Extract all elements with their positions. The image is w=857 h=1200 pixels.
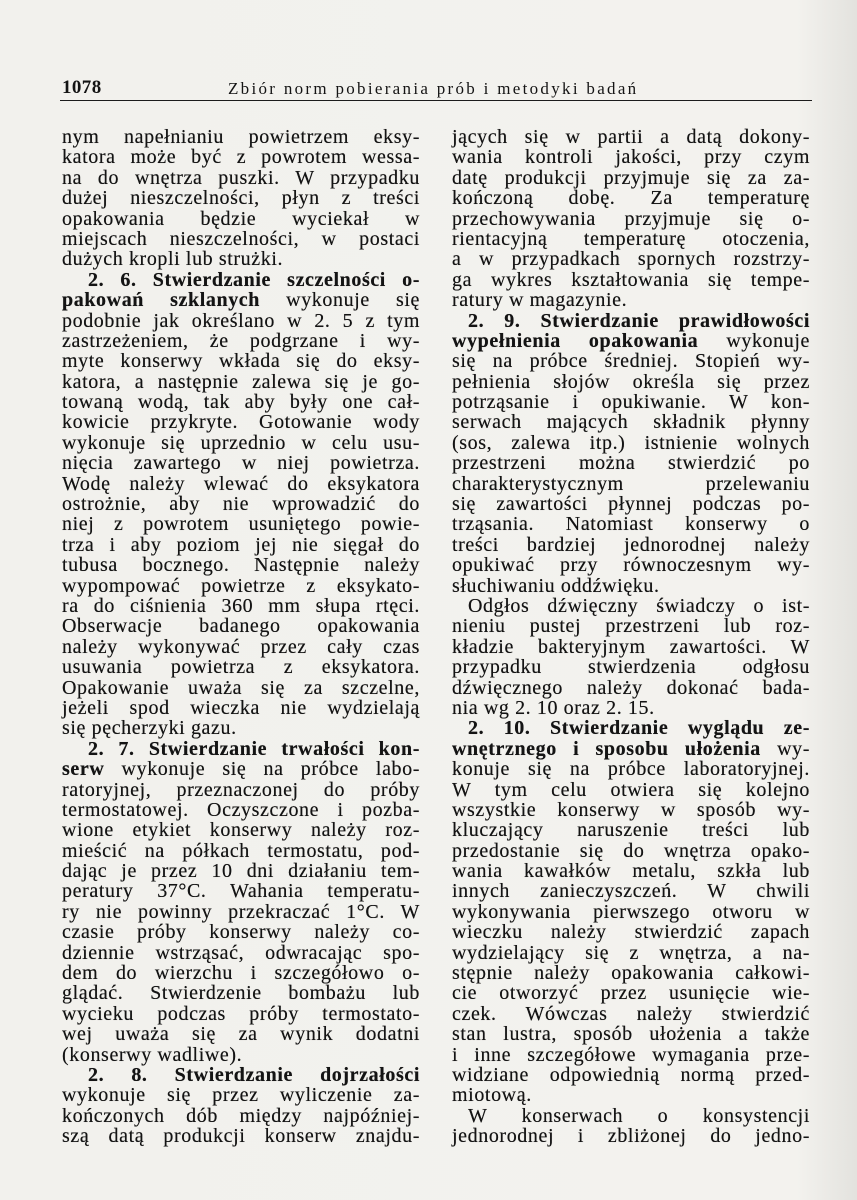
section-heading-2-7: 2. 7. Stwierdzanie trwałości kon-: [88, 737, 420, 760]
section-heading-2-8: 2. 8. Stwierdzanie dojrzałości: [88, 1063, 420, 1086]
text-line: treści bardziej jednorodnej należy: [452, 533, 810, 556]
text-line: katora może być z powrotem wessa-: [62, 146, 420, 169]
text-line: trząsania. Natomiast konserwy o: [452, 513, 810, 536]
section-heading-continuation: wnętrznego i sposobu ułożenia: [452, 737, 761, 760]
text-line: towaną wodą, tak aby były one cał-: [62, 391, 420, 414]
text-line: dziennie wstrząsać, odwracając spo-: [62, 941, 420, 964]
text-line: wej uważa się za wynik dodatni: [62, 1023, 420, 1046]
text-line: rientacyjną temperaturę otoczenia,: [452, 227, 810, 250]
text-line: czek. Wówczas należy stwierdzić: [452, 1002, 810, 1025]
right-column: [452, 127, 810, 1147]
text-line: czasie próby konserwy należy co-: [62, 921, 420, 944]
text-line-rest: wykonuje się na próbce labo-: [121, 758, 421, 781]
text-line: ga wykres kształtowania się tempe-: [452, 268, 810, 291]
text-line: dając je przez 10 dni działaniu tem-: [62, 860, 420, 883]
text-line-rest: wykonuje: [726, 329, 810, 352]
text-line: potrząsanie i opukiwanie. W kon-: [452, 391, 810, 414]
text-line: wykonywania pierwszego otworu w: [452, 900, 810, 923]
section-heading-continuation: serw: [62, 758, 105, 781]
text-line: mieścić na półkach termostatu, pod-: [62, 839, 420, 862]
text-line: myte konserwy wkłada się do eksy-: [62, 350, 420, 373]
text-line: nięcia zawartego w niej powietrza.: [62, 452, 420, 475]
text-line: kowicie przykryte. Gotowanie wody: [62, 411, 420, 434]
text-line: nym napełnianiu powietrzem eksy-: [62, 126, 420, 148]
text-line: na do wnętrza puszki. W przypadku: [62, 166, 420, 189]
text-line: przypadku stwierdzenia odgłosu: [452, 656, 810, 679]
text-line: należy wykonywać przez cały czas: [62, 635, 420, 658]
text-line: [452, 331, 810, 351]
text-line: kończonych dób między najpóźniej-: [62, 1104, 420, 1127]
text-line: nieniu pustej przestrzeni lub roz-: [452, 615, 810, 638]
text-line: się pęcherzyki gazu.: [62, 717, 237, 740]
text-line: datę produkcji przyjmuje się za za-: [452, 166, 810, 189]
text-line: się zawartości płynnej podczas po-: [452, 493, 810, 516]
text-line: trza i aby poziom jej nie sięgał do: [62, 533, 420, 556]
text-line: kluczający naruszenie treści lub: [452, 819, 810, 842]
text-line: ry nie powinny przekraczać 1°C. W: [62, 900, 420, 923]
text-line: Opakowanie uważa się za szczelne,: [62, 676, 420, 699]
section-heading-continuation: pakowań szklanych: [62, 289, 261, 312]
text-line: nia wg 2. 10 oraz 2. 15.: [452, 696, 655, 719]
text-line: W tym celu otwiera się kolejno: [452, 778, 810, 801]
text-line: innych zanieczyszczeń. W chwili: [452, 880, 810, 903]
text-line: wykonuje się przez wyliczenie za-: [62, 1084, 420, 1107]
text-line: wycieku podczas próby termostato-: [62, 1002, 420, 1025]
header-rule: [60, 100, 812, 101]
text-line: wypompować powietrze z eksykato-: [62, 574, 420, 597]
text-line: glądać. Stwierdzenie bombażu lub: [62, 982, 420, 1005]
text-line: ratoryjnej, przeznaczonej do próby: [62, 778, 420, 801]
text-line: jednorodnej i zbliżonej do jedno-: [452, 1125, 810, 1148]
text-line: ra do ciśnienia 360 mm słupa rtęci.: [62, 594, 420, 617]
paragraph-start: W konserwach o konsystencji: [468, 1104, 810, 1127]
text-line: konuje się na próbce laboratoryjnej.: [452, 758, 810, 781]
left-column: [62, 127, 420, 1147]
text-line: (sos, zalewa itp.) istnienie wolnych: [452, 431, 810, 454]
text-line: niej z powrotem usuniętego powie-: [62, 513, 420, 536]
text-line: jeżeli spod wieczka nie wydzielają: [62, 696, 420, 719]
section-heading-2-6: 2. 6. Stwierdzanie szczelności o-: [88, 268, 420, 291]
text-line: słuchiwaniu oddźwięku.: [452, 574, 660, 597]
page-number: 1078: [62, 77, 102, 98]
text-line: ostrożnie, aby nie wprowadzić do: [62, 493, 420, 516]
text-line: dużych kropli lub strużki.: [62, 248, 284, 271]
running-title: Zbiór norm pobierania prób i metodyki badań: [228, 79, 639, 98]
text-line: serwach mających składnik płynny: [452, 411, 810, 434]
text-line: opakowania będzie wyciekał w: [62, 207, 420, 230]
text-line: wieczku należy stwierdzić zapach: [452, 921, 810, 944]
text-line: ratury w magazynie.: [452, 289, 628, 312]
text-line: widziane odpowiednią normą przed-: [452, 1063, 810, 1086]
text-line: się na próbce średniej. Stopień wy-: [452, 350, 810, 373]
section-heading-2-9: 2. 9. Stwierdzanie prawidłowości: [468, 309, 810, 332]
text-line-rest: wy-: [777, 737, 810, 760]
text-line: termostatowej. Oczyszczone i pozba-: [62, 798, 420, 821]
text-line: tubusa bocznego. Następnie należy: [62, 554, 420, 577]
text-line: miotową.: [452, 1084, 532, 1107]
text-line: dem do wierzchu i szczegółowo o-: [62, 962, 420, 985]
text-line: wykonuje się uprzednio w celu usu-: [62, 431, 420, 454]
text-line: a w przypadkach spornych rozstrzy-: [452, 248, 810, 271]
text-line: przedostanie się do wnętrza opako-: [452, 839, 810, 862]
section-heading-continuation: wypełnienia opakowania: [452, 329, 699, 352]
text-line: cie otworzyć przez usunięcie wie-: [452, 982, 810, 1005]
text-line: peratury 37°C. Wahania temperatu-: [62, 880, 420, 903]
text-line: i inne szczegółowe wymagania prze-: [452, 1043, 810, 1066]
text-line: kończoną dobę. Za temperaturę: [452, 187, 810, 210]
text-line: charakterystycznym przelewaniu: [452, 472, 810, 495]
text-line: kładzie bakteryjnym zawartości. W: [452, 635, 810, 658]
text-line: podobnie jak określano w 2. 5 z tym: [62, 309, 420, 332]
text-line-rest: wykonuje się: [286, 289, 420, 312]
text-line: [62, 290, 420, 310]
text-line: wania kawałków metalu, szkła lub: [452, 860, 810, 883]
text-line: dużej nieszczelności, płyn z treści: [62, 187, 420, 210]
text-line: opukiwać przy równoczesnym wy-: [452, 554, 810, 577]
text-line: szą datą produkcji konserw znajdu-: [62, 1125, 420, 1148]
text-line: stępnie należy opakowania całkowi-: [452, 962, 810, 985]
text-line: dźwięcznego należy dokonać bada-: [452, 676, 810, 699]
text-line: wania kontroli jakości, przy czym: [452, 146, 810, 169]
text-line: Obserwacje badanego opakowania: [62, 615, 420, 638]
text-line: (konserwy wadliwe).: [62, 1043, 243, 1066]
text-line: stan lustra, sposób ułożenia a także: [452, 1023, 810, 1046]
text-line: Wodę należy wlewać do eksykatora: [62, 472, 420, 495]
section-heading-2-10: 2. 10. Stwierdzanie wyglądu ze-: [468, 717, 810, 740]
text-line: pełnienia słojów określa się przez: [452, 370, 810, 393]
text-line: wione etykiet konserwy należy roz-: [62, 819, 420, 842]
text-line: przechowywania przyjmuje się o-: [452, 207, 810, 230]
text-line: [62, 759, 420, 779]
text-line: miejscach nieszczelności, w postaci: [62, 227, 420, 250]
text-line: przestrzeni można stwierdzić po: [452, 452, 810, 475]
text-line: wydzielający się z wnętrza, a na-: [452, 941, 810, 964]
text-line: usuwania powietrza z eksykatora.: [62, 656, 420, 679]
text-line: zastrzeżeniem, że podgrzane i wy-: [62, 329, 420, 352]
text-line: jących się w partii a datą dokony-: [452, 126, 810, 148]
text-line: wszystkie konserwy w sposób wy-: [452, 798, 810, 821]
text-line: [452, 739, 810, 759]
text-line: katora, a następnie zalewa się je go-: [62, 370, 420, 393]
paragraph-start: Odgłos dźwięczny świadczy o ist-: [468, 594, 810, 617]
